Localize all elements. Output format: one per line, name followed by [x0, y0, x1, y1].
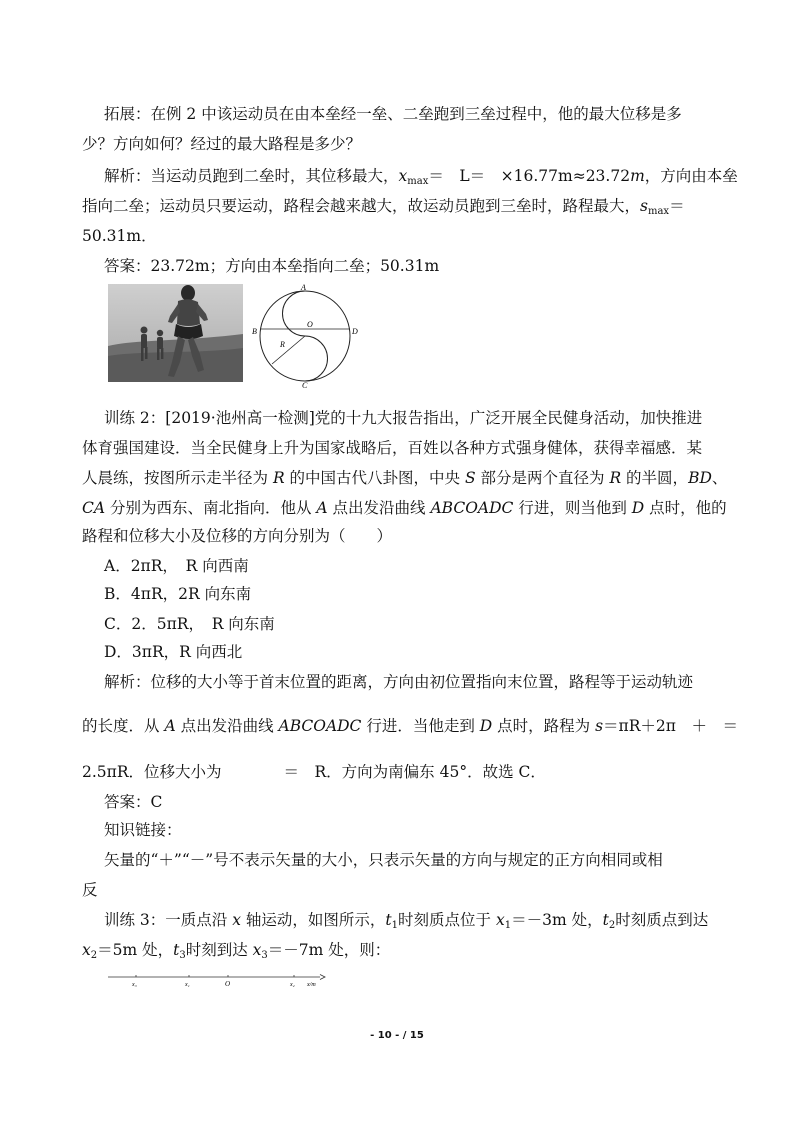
knowledge-link-line-1: 矢量的“＋”“－”号不表示矢量的大小，只表示矢量的方向与规定的正方向相同或相	[104, 851, 663, 869]
axis-label-x1: x₁	[185, 982, 190, 988]
bagua-diagram	[252, 284, 358, 388]
page-number: - 10 - / 15	[370, 1030, 424, 1041]
label-d: D	[352, 327, 358, 336]
t2-option-d: D．3πR，R 向西北	[104, 643, 243, 661]
x-axis-diagram	[108, 972, 328, 992]
label-b: B	[252, 327, 257, 336]
t2-question-line-3: 人晨练，按图所示走半径为 R 的中国古代八卦图，中央 S 部分是两个直径为 R 的半圆，BD、	[82, 469, 728, 487]
t2-solution-line-3: 2.5πR．位移大小为 ＝ R．方向为南偏东 45°．故选 C．	[82, 763, 546, 781]
t2-question-line-1: 训练 2：[2019·池州高一检测]党的十九大报告指出，广泛开展全民健身活动，加快推进	[104, 409, 703, 427]
label-c: C	[302, 381, 308, 388]
t2-solution-line-1: 解析：位移的大小等于首末位置的距离，方向由初位置指向末位置，路程等于运动轨迹	[104, 673, 694, 691]
t2-question-line-4: CA 分别为西东、南北指向．他从 A 点出发沿曲线 ABCOADC 行进，则当他到 D 点时，他的	[82, 499, 727, 517]
axis-label-x3: x₃	[132, 982, 137, 988]
t2-question-line-5: 路程和位移大小及位移的方向分别为（ ）	[82, 527, 393, 545]
label-a: A	[301, 284, 306, 292]
axis-unit-label: x/m	[307, 982, 316, 988]
t2-solution-line-2: 的长度．从 A 点出发沿曲线 ABCOADC 行进．当他走到 D 点时，路程为 s＝πR＋2π ＋ ＝	[82, 717, 738, 735]
axis-label-origin: O	[225, 980, 231, 988]
extension-question-line-2: 少？方向如何？经过的最大路程是多少？	[82, 135, 362, 153]
t3-question-line-2: $x_2=5m$ 处，$t_3$时刻到达 $x_3=-7m$ 处，则：	[82, 941, 391, 961]
axis-label-x2: x₂	[290, 982, 295, 988]
extension-solution-line-3: 50.31m．	[82, 227, 157, 245]
radius-line	[272, 336, 305, 364]
t2-option-a: A．2πR， R 向西南	[104, 557, 249, 575]
runners-photo	[108, 284, 243, 382]
t2-question-line-2: 体育强国建设．当全民健身上升为国家战略后，百姓以各种方式强身健体，获得幸福感．某	[82, 439, 703, 457]
t3-question-line-1: 训练 3：一质点沿 x 轴运动，如图所示，$t_1$时刻质点位于 $x_1=-3m$ 处，$t_2$时刻质点到达	[104, 911, 709, 931]
t2-answer: 答案：C	[104, 793, 163, 811]
knowledge-link-heading: 知识链接：	[104, 821, 182, 839]
extension-solution-line-1: 解析：当运动员跑到二垒时，其位移最大，$x_{max}=$ L＝ ×16.77m≈23.72m，方向由本垒	[104, 167, 738, 187]
extension-solution-line-2: 指向二垒；运动员只要运动，路程会越来越大，故运动员跑到三垒时，路程最大，$s_{max}=$	[82, 197, 685, 217]
label-r: R	[280, 340, 285, 349]
knowledge-link-line-2: 反	[82, 881, 98, 899]
t2-option-c: C．2．5πR， R 向东南	[104, 615, 275, 633]
t2-option-b: B．4πR，2R 向东南	[104, 585, 252, 603]
extension-answer: 答案：23.72m；方向由本垒指向二垒；50.31m	[104, 257, 440, 275]
extension-question-line-1: 拓展：在例 2 中该运动员在由本垒经一垒、二垒跑到三垒过程中，他的最大位移是多	[104, 105, 682, 123]
label-o: O	[307, 320, 313, 329]
